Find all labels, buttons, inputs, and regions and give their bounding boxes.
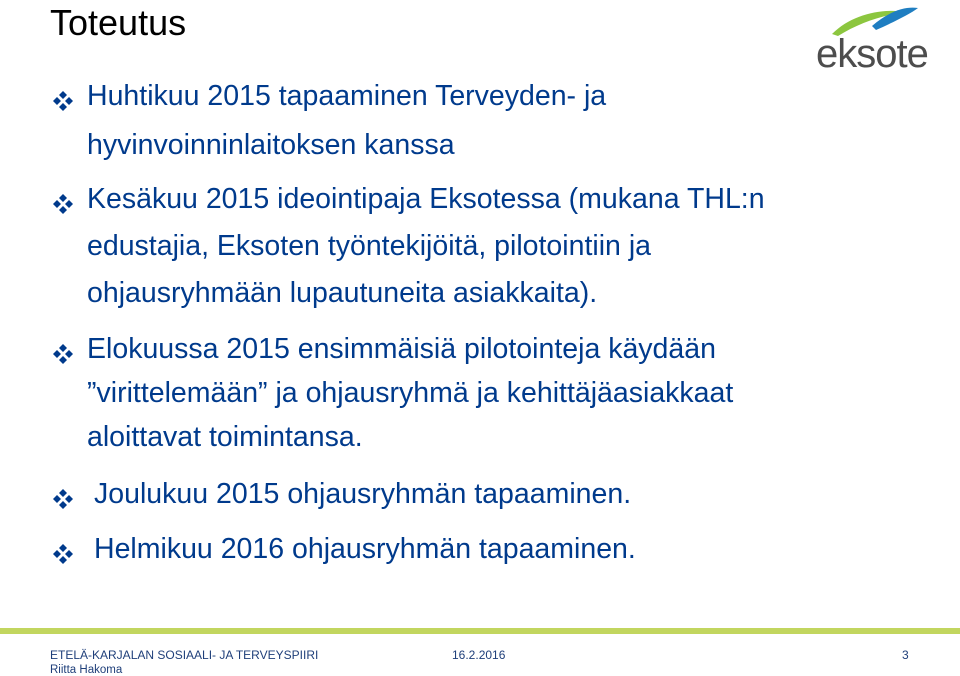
page-number: 3 xyxy=(902,648,909,662)
diamond-quad-icon xyxy=(50,191,84,221)
logo-wordmark: eksote xyxy=(816,32,928,76)
bullet-5-line-1: Helmikuu 2016 ohjausryhmän tapaaminen. xyxy=(94,533,636,565)
bullet-2-line-2: edustajia, Eksoten työntekijöitä, pilotointiin ja xyxy=(87,230,652,262)
bullet-1-line-1: Huhtikuu 2015 tapaaminen Terveyden- ja xyxy=(87,80,607,112)
diamond-quad-icon xyxy=(50,486,84,516)
diamond-quad-icon xyxy=(50,88,84,118)
bullet-1-line-2: hyvinvoinninlaitoksen kanssa xyxy=(87,129,455,161)
bullet-2-line-1: Kesäkuu 2015 ideointipaja Eksotessa (mukana THL:n xyxy=(87,183,765,215)
bullet-4-line-1: Joulukuu 2015 ohjausryhmän tapaaminen. xyxy=(94,478,632,510)
diamond-quad-icon xyxy=(50,541,84,571)
bullet-3-line-1: Elokuussa 2015 ensimmäisiä pilotointeja käydään xyxy=(87,333,716,365)
bullet-2-line-3: ohjausryhmään lupautuneita asiakkaita). xyxy=(87,277,598,309)
footer-date: 16.2.2016 xyxy=(452,648,506,662)
bullet-3-line-2: ”virittelemään” ja ohjausryhmä ja kehittäjäasiakkaat xyxy=(87,377,734,409)
slide-title: Toteutus xyxy=(50,2,187,43)
bullet-3-line-3: aloittavat toimintansa. xyxy=(87,421,363,453)
footer-divider xyxy=(0,628,960,634)
eksote-logo xyxy=(812,4,928,76)
diamond-quad-icon xyxy=(50,341,84,371)
footer-organization: ETELÄ-KARJALAN SOSIAALI- JA TERVEYSPIIRI xyxy=(50,648,319,662)
footer-author: Riitta Hakoma xyxy=(50,664,123,676)
